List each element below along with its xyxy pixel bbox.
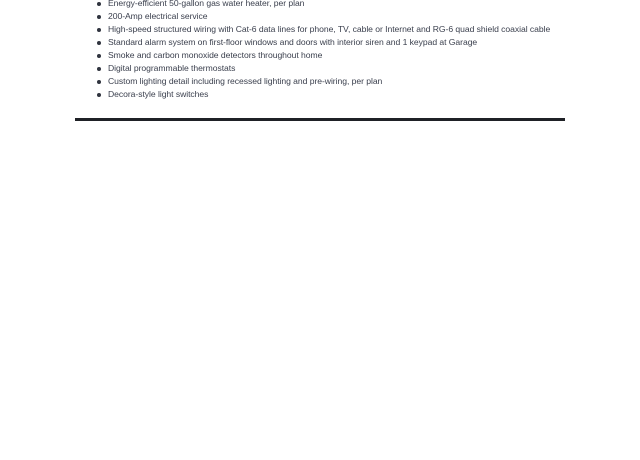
- list-item-text: Smoke and carbon monoxide detectors throughout home: [108, 50, 323, 60]
- list-item: [93, 49, 573, 62]
- list-item: [93, 88, 573, 101]
- list-item: [93, 10, 573, 23]
- list-item-text: Digital programmable thermostats: [108, 63, 236, 73]
- list-item-text: High-speed structured wiring with Cat-6 data lines for phone, TV, cable or Internet and RG-6 quad shield coaxial cable: [108, 24, 551, 34]
- list-item-text: Decora-style light switches: [108, 89, 209, 99]
- list-item-text: 200-Amp electrical service: [108, 11, 208, 21]
- bullet-icon: [97, 54, 101, 58]
- bullet-icon: [97, 67, 101, 71]
- bullet-icon: [97, 41, 101, 45]
- bullet-icon: [97, 2, 101, 6]
- bullet-icon: [97, 15, 101, 19]
- list-item-text: Energy-efficient 50-gallon gas water heater, per plan: [108, 0, 305, 8]
- section-divider: [75, 118, 565, 121]
- list-item: [93, 75, 573, 88]
- list-item: [93, 0, 573, 10]
- list-item-text: Standard alarm system on first-floor windows and doors with interior siren and 1 keypad at Garage: [108, 37, 478, 47]
- bullet-icon: [97, 80, 101, 84]
- list-item: [93, 62, 573, 75]
- list-item: [93, 23, 573, 36]
- list-item-text: Custom lighting detail including recessed lighting and pre-wiring, per plan: [108, 76, 383, 86]
- list-item: [93, 36, 573, 49]
- bullet-icon: [97, 28, 101, 32]
- bullet-icon: [97, 93, 101, 97]
- features-list: [93, 0, 573, 101]
